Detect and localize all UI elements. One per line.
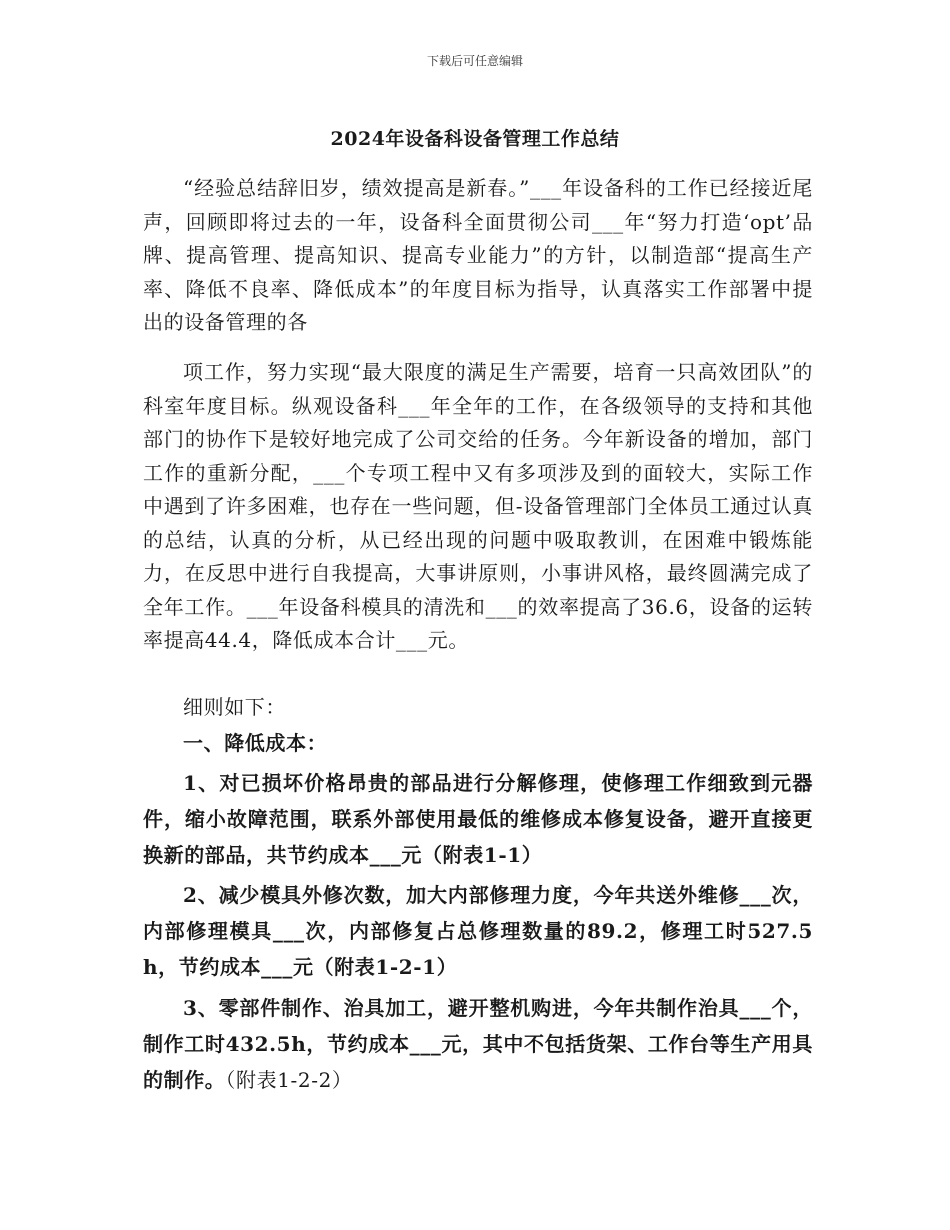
section-heading-text: 一、降低成本： (183, 731, 328, 755)
cost-item-3-text: 3、零部件制作、治具加工，避开整机购进，今年共制作治具___个，制作工时432.5h，节约成本___元，其中不包括货架、工作台等生产用具的制作。 (143, 996, 813, 1092)
section-heading (143, 727, 813, 761)
intro-paragraph (143, 172, 813, 340)
intro-paragraph-text: “经验总结辞旧岁，绩效提高是新春。”___年设备科的工作已经接近尾声，回顾即将过去的一年，设备科全面贯彻公司___年“努力打造‘opt’品牌、提高管理、提高知识、提高专业能力”的方针，以制造部“提高生产率、降低不良率、降低成本”的年度目标为指导，认真落实工作部署中提出的设备管理的各 (143, 176, 813, 334)
cost-item-2 (143, 877, 813, 985)
cost-item-3 (143, 990, 813, 1098)
cost-item-3-paragraph (143, 990, 813, 1098)
cost-item-1 (143, 765, 813, 873)
detail-intro-text: 细则如下： (183, 695, 286, 719)
detail-intro (143, 691, 813, 725)
cost-item-2-text: 2、减少模具外修次数，加大内部修理力度，今年共送外维修___次，内部修理模具___次，内部修复占总修理数量的89.2，修理工时527.5h，节约成本___元（附表1-2-1） (143, 883, 813, 979)
cost-item-1-text: 1、对已损坏价格昂贵的部品进行分解修理，使修理工作细致到元器件，缩小故障范围，联系外部使用最低的维修成本修复设备，避开直接更换新的部品，共节约成本___元（附表1-1） (143, 771, 813, 867)
main-paragraph (143, 356, 813, 658)
document-title: 2024年设备科设备管理工作总结 (330, 128, 620, 150)
appendix-reference: （附表1-2-2） (225, 1068, 353, 1092)
page-header-note: 下载后可任意编辑 (426, 54, 523, 68)
main-paragraph-text: 项工作，努力实现“最大限度的满足生产需要，培育一只高效团队”的科室年度目标。纵观设备科___年全年的工作，在各级领导的支持和其他部门的协作下是较好地完成了公司交给的任务。今年新设备的增加，部门工作的重新分配，___个专项工程中又有多项涉及到的面较大，实际工作中遇到了许多困难，也存在一些问题，但-设备管理部门全体员工通过认真的总结，认真的分析，从已经出现的问题中吸取教训，在困难中锻炼能力，在反思中进行自我提高，大事讲原则，小事讲风格，最终圆满完成了全年工作。___年设备科模具的清洗和___的效率提高了36.6，设备的运转率提高44.4，降低成本合计___元。 (143, 360, 813, 652)
